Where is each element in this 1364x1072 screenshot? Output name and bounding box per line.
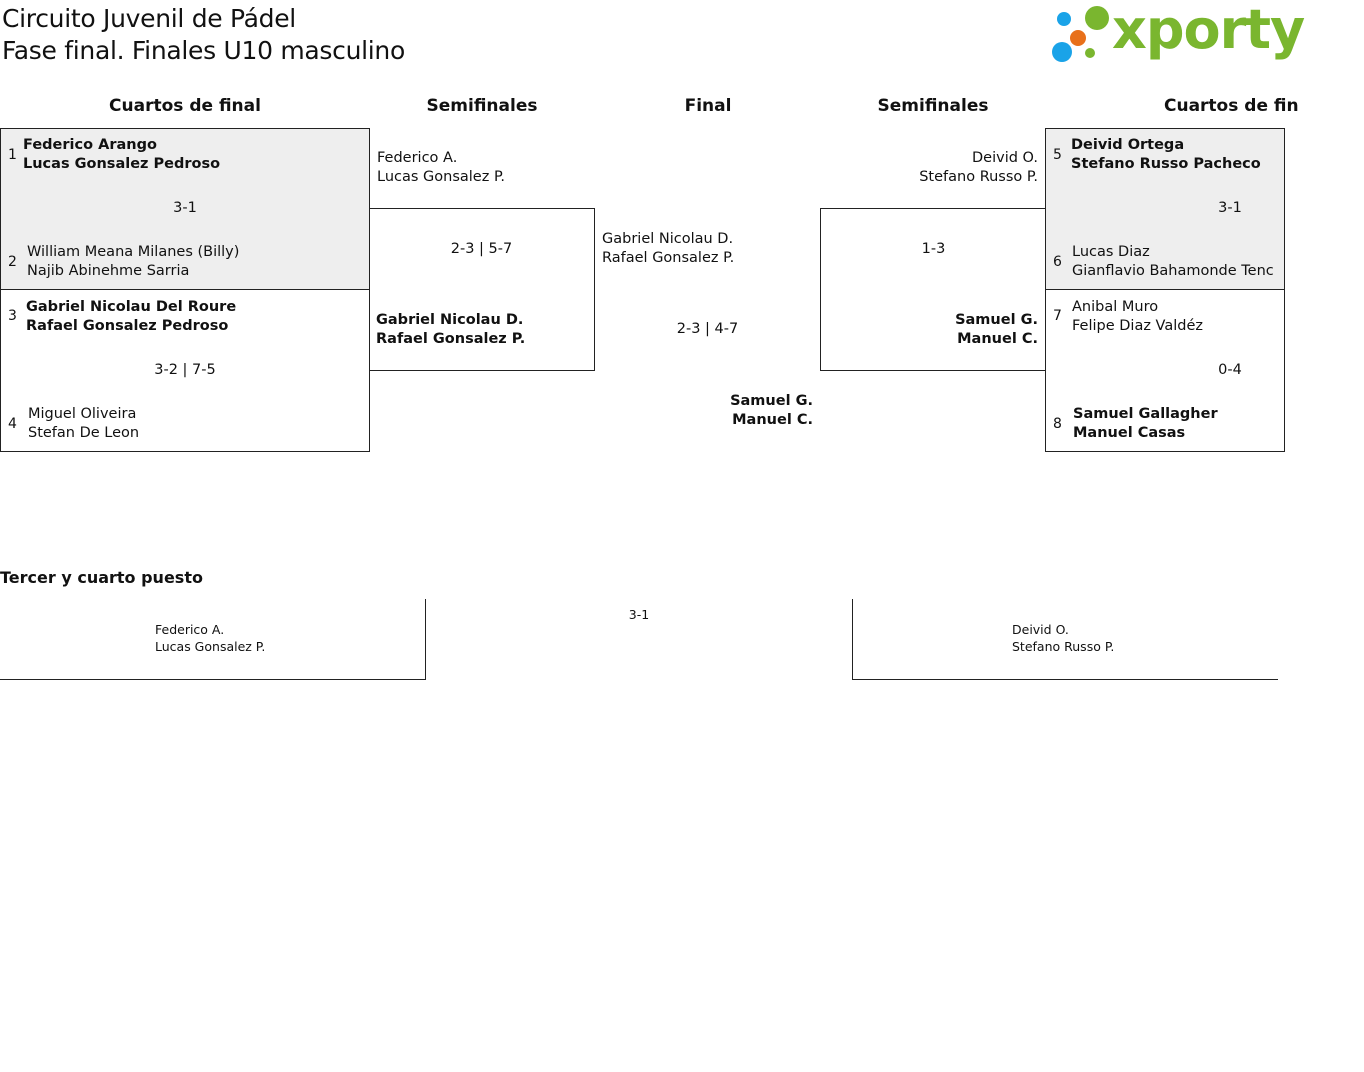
player-name: Manuel C. — [957, 331, 1038, 347]
team-8 — [1073, 405, 1218, 443]
team-7 — [1072, 298, 1203, 336]
player-name: Deivid Ortega — [1071, 137, 1185, 153]
player-name: Lucas Diaz — [1072, 244, 1150, 260]
round-header-qf-right: Cuartos de fin — [1164, 96, 1299, 116]
player-name: Najib Abinehme Sarria — [27, 263, 190, 279]
team-4 — [28, 405, 139, 443]
qf-match-1 — [0, 128, 370, 290]
match-score: 2-3 | 5-7 — [450, 241, 513, 257]
seed-number: 1 — [8, 147, 17, 163]
third-place-team-right — [1012, 621, 1114, 655]
match-score: 1-3 — [921, 241, 946, 257]
player-name: Stefano Russo P. — [919, 169, 1038, 185]
team-6 — [1072, 243, 1274, 281]
player-name: Rafael Gonsalez P. — [376, 331, 526, 347]
round-header-sf-right: Semifinales — [877, 96, 989, 116]
player-name: Federico Arango — [23, 137, 157, 153]
player-name: Manuel Casas — [1073, 425, 1186, 441]
player-name: Samuel G. — [730, 393, 813, 409]
player-name: Anibal Muro — [1072, 299, 1159, 315]
player-name: Lucas Gonsalez P. — [377, 169, 506, 185]
final-team-top — [602, 230, 734, 268]
page-title: Circuito Juvenil de Pádel — [2, 4, 296, 33]
team-2 — [27, 243, 239, 281]
round-header-qf-left: Cuartos de final — [109, 96, 261, 116]
player-name: Rafael Gonsalez P. — [602, 250, 735, 266]
player-name: Miguel Oliveira — [28, 406, 137, 422]
team-5 — [1071, 136, 1261, 174]
player-name: Federico A. — [377, 150, 458, 166]
seed-number: 8 — [1053, 416, 1062, 432]
match-score: 3-1 — [173, 200, 197, 216]
player-name: Lucas Gonsalez Pedroso — [23, 156, 221, 172]
match-score: 3-2 | 7-5 — [154, 362, 216, 378]
third-place-left — [0, 599, 426, 680]
player-name: Rafael Gonsalez Pedroso — [26, 318, 229, 334]
sf-right-match — [820, 208, 1046, 371]
xporty-logo — [1050, 0, 1305, 68]
player-name: Gabriel Nicolau D. — [602, 231, 734, 247]
player-name: Gabriel Nicolau D. — [376, 312, 524, 328]
player-name: Federico A. — [155, 622, 225, 637]
player-name: Manuel C. — [732, 412, 813, 428]
qf-match-3 — [1045, 128, 1285, 290]
player-name: Lucas Gonsalez P. — [155, 639, 266, 654]
sf-left-match — [369, 208, 595, 371]
sf-right-team-top — [830, 149, 1038, 187]
logo-wordmark: xporty — [1112, 0, 1305, 61]
player-name: William Meana Milanes (Billy) — [27, 244, 240, 260]
player-name: Samuel Gallagher — [1073, 406, 1218, 422]
seed-number: 6 — [1053, 254, 1062, 270]
player-name: Gabriel Nicolau Del Roure — [26, 299, 237, 315]
player-name: Deivid O. — [972, 150, 1038, 166]
seed-number: 3 — [8, 308, 17, 324]
player-name: Deivid O. — [1012, 622, 1069, 637]
page-subtitle: Fase final. Finales U10 masculino — [2, 36, 405, 65]
team-3 — [26, 298, 236, 336]
seed-number: 2 — [8, 254, 17, 270]
third-place-right — [852, 599, 1278, 680]
round-header-final: Final — [684, 96, 732, 116]
sf-left-team-bottom — [376, 311, 525, 349]
seed-number: 7 — [1053, 308, 1062, 324]
player-name: Felipe Diaz Valdéz — [1072, 318, 1204, 334]
player-name: Samuel G. — [955, 312, 1038, 328]
match-score: 3-1 — [1218, 200, 1242, 216]
third-place-team-left — [155, 621, 265, 655]
player-name: Gianflavio Bahamonde Tenc — [1072, 263, 1274, 279]
final-team-bottom — [620, 392, 813, 430]
seed-number: 5 — [1053, 147, 1062, 163]
player-name: Stefano Russo Pacheco — [1071, 156, 1261, 172]
final-score: 2-3 | 4-7 — [676, 321, 739, 337]
third-place-title: Tercer y cuarto puesto — [0, 568, 203, 587]
qf-match-4 — [1045, 289, 1285, 452]
match-score: 0-4 — [1218, 362, 1242, 378]
player-name: Stefano Russo P. — [1012, 639, 1115, 654]
third-place-score: 3-1 — [628, 607, 650, 622]
sf-right-team-bottom — [821, 311, 1038, 349]
qf-match-2 — [0, 289, 370, 452]
team-1 — [23, 136, 220, 174]
sf-left-team-top — [377, 149, 505, 187]
seed-number: 4 — [8, 416, 17, 432]
round-header-sf-left: Semifinales — [426, 96, 538, 116]
player-name: Stefan De Leon — [28, 425, 140, 441]
